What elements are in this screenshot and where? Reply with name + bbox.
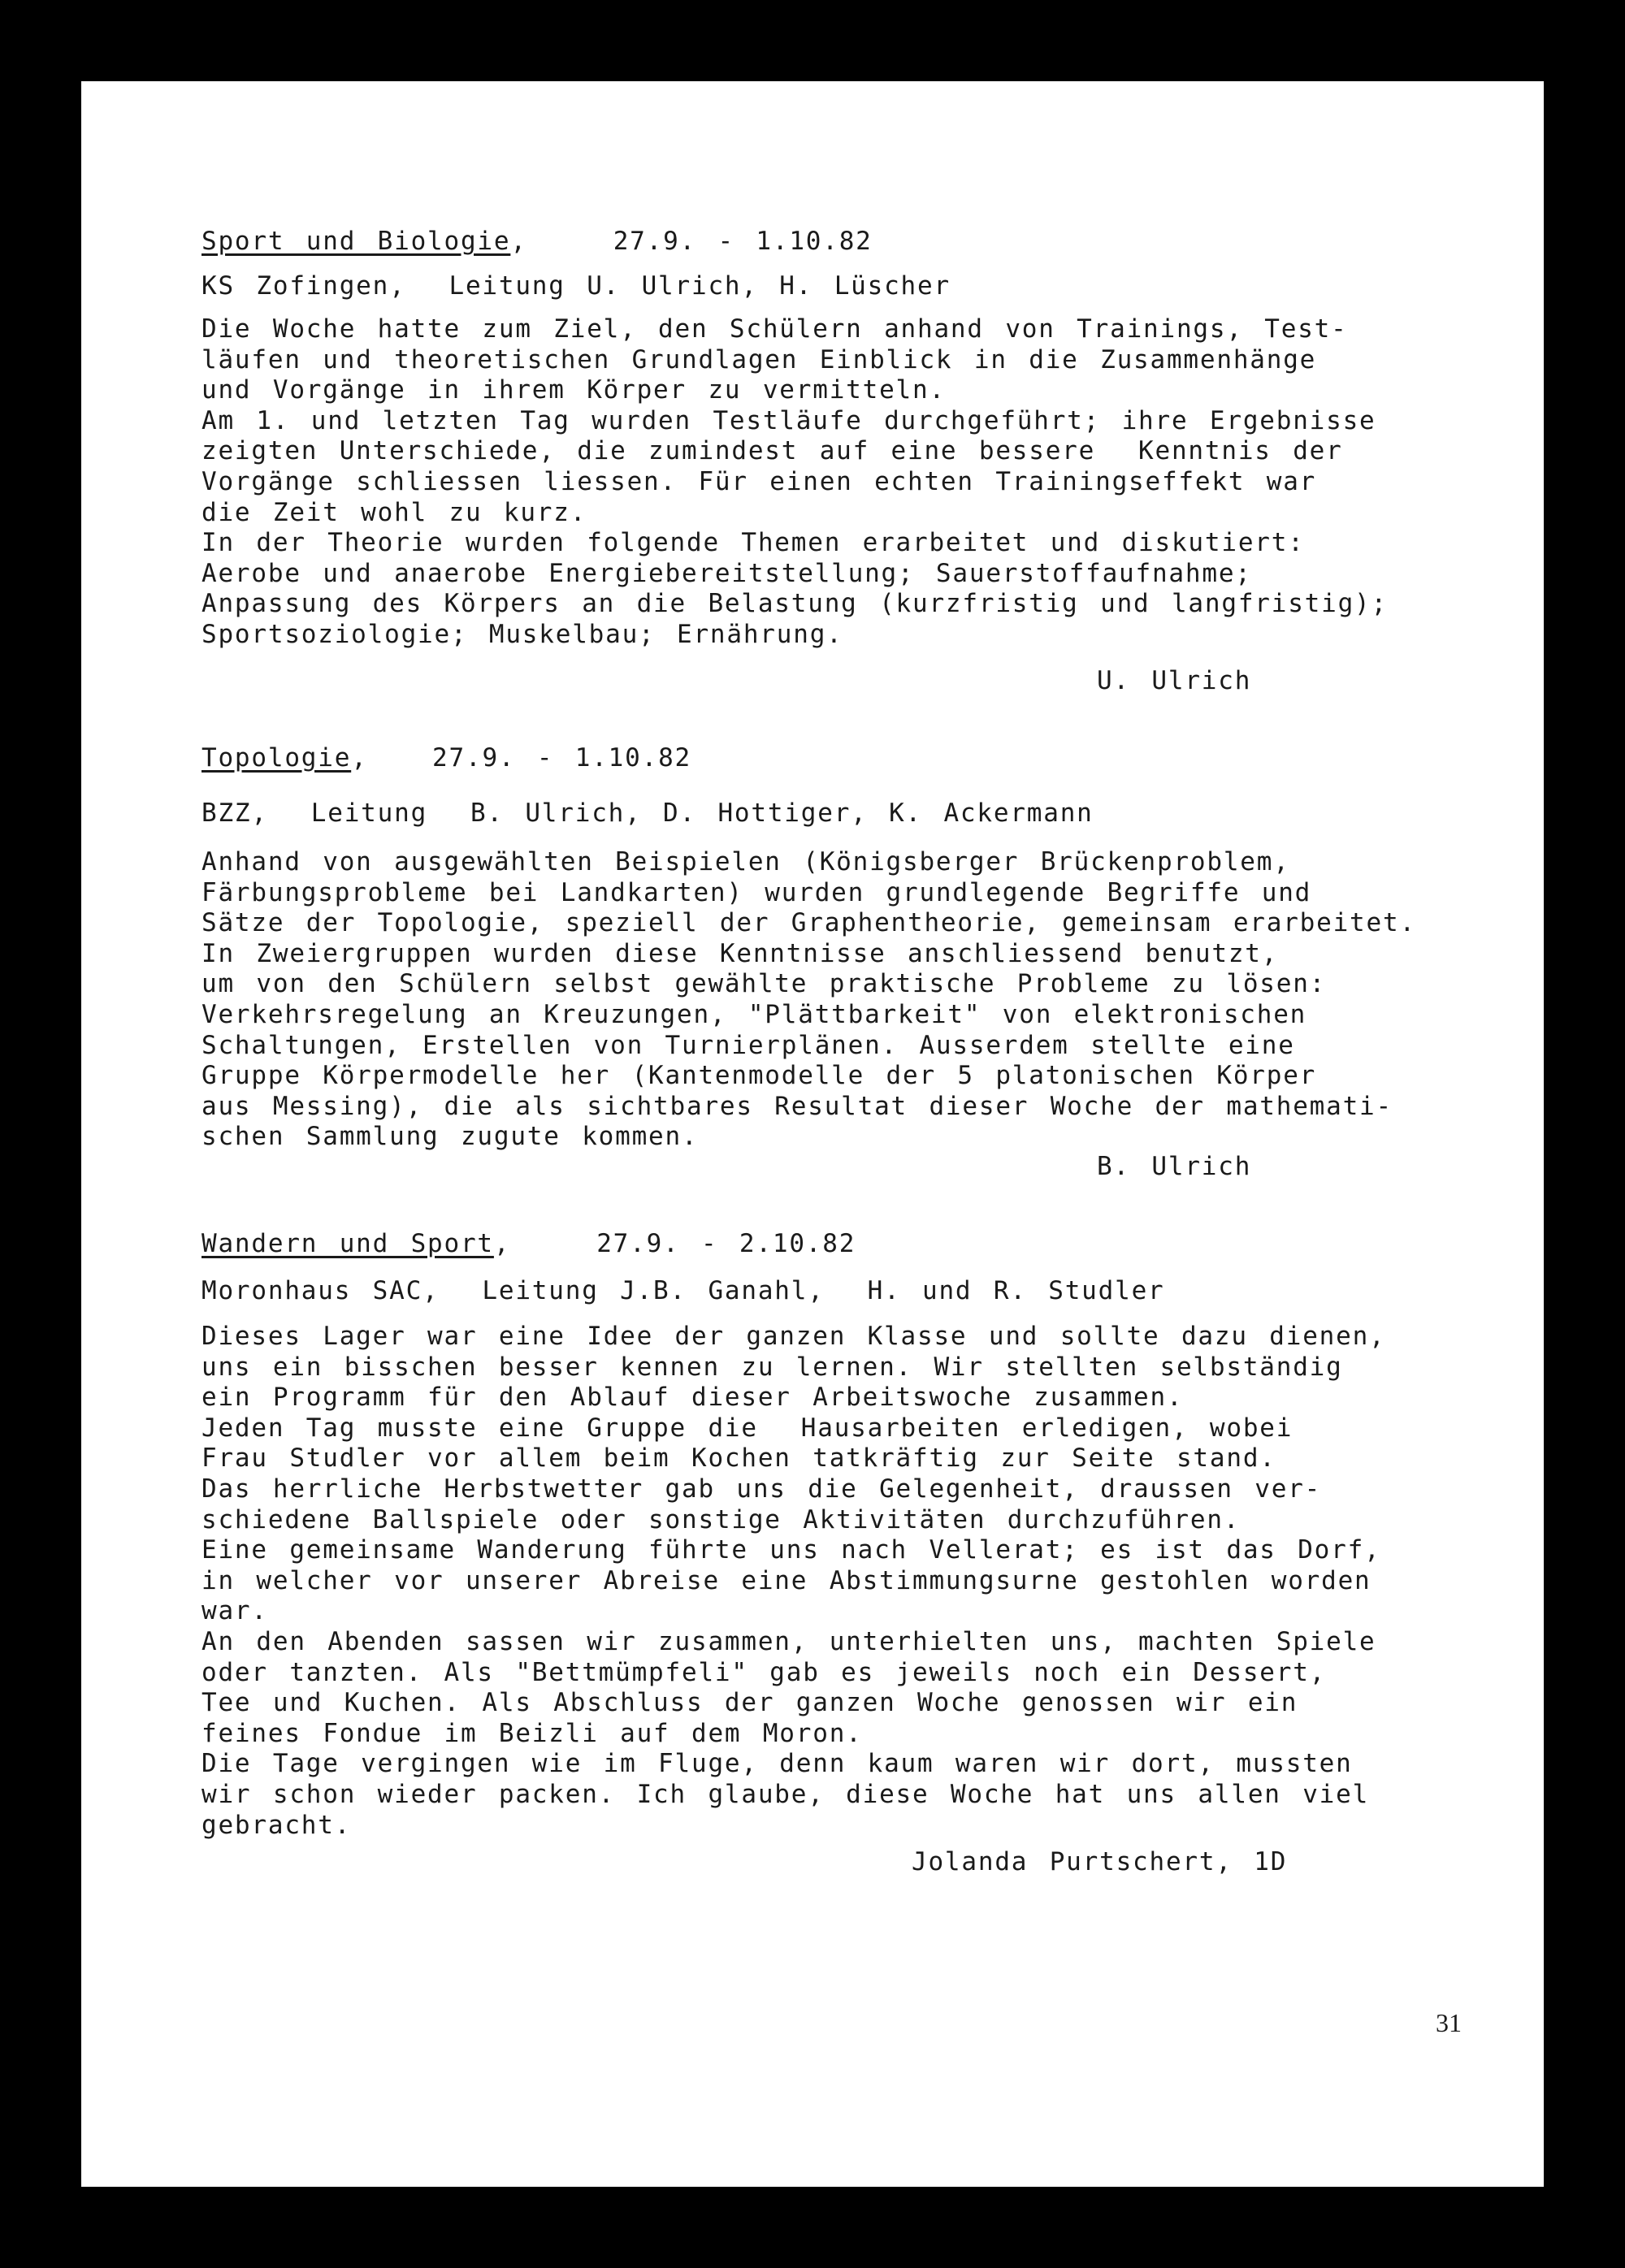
body-line: In Zweiergruppen wurden diese Kenntnisse anschliessend benutzt, xyxy=(202,938,1279,968)
body-line: Tee und Kuchen. Als Abschluss der ganzen Woche genossen wir ein xyxy=(202,1688,1298,1718)
body-line: Vorgänge schliessen liessen. Für einen echten Trainingseffekt war xyxy=(202,466,1317,496)
body-line: Das herrliche Herbstwetter gab uns die Gelegenheit, draussen ver- xyxy=(202,1474,1322,1504)
body-line: Aerobe und anaerobe Energiebereitstellung; Sauerstoffaufnahme; xyxy=(202,558,1252,588)
section-topologie xyxy=(202,742,1534,1153)
body-line: um von den Schülern selbst gewählte praktische Probleme zu lösen: xyxy=(202,969,1327,999)
heading-separator: , xyxy=(351,743,433,773)
body-line: oder tanzten. Als "Bettmümpfeli" gab es jeweils noch ein Dessert, xyxy=(202,1657,1327,1687)
body-line: Sportsoziologie; Muskelbau; Ernährung. xyxy=(202,619,843,649)
body-line: Am 1. und letzten Tag wurden Testläufe durchgeführt; ihre Ergebnisse xyxy=(202,405,1376,435)
body-line: Anpassung des Körpers an die Belastung (kurzfristig und langfristig); xyxy=(202,589,1388,619)
section-title: Sport und Biologie xyxy=(202,227,511,256)
body-line: läufen und theoretischen Grundlagen Einblick in die Zusammenhänge xyxy=(202,344,1317,374)
body-line: schen Sammlung zugute kommen. xyxy=(202,1122,699,1152)
body-line: Die Woche hatte zum Ziel, den Schülern anhand von Trainings, Test- xyxy=(202,314,1348,344)
body-line: In der Theorie wurden folgende Themen erarbeitet und diskutiert: xyxy=(202,528,1305,558)
body-line: war. xyxy=(202,1596,268,1626)
body-line: und Vorgänge in ihrem Körper zu vermitteln. xyxy=(202,375,946,405)
body-line: Dieses Lager war eine Idee der ganzen Klasse und sollte dazu dienen, xyxy=(202,1322,1386,1351)
section-body xyxy=(202,1322,1534,1841)
heading-separator: , xyxy=(493,1229,597,1258)
body-line: aus Messing), die als sichtbares Resultat dieser Woche der mathemati- xyxy=(202,1091,1393,1121)
section-date: 27.9. - 1.10.82 xyxy=(432,743,692,773)
body-line: in welcher vor unserer Abreise eine Abstimmungsurne gestohlen worden xyxy=(202,1565,1372,1595)
body-line: die Zeit wohl zu kurz. xyxy=(202,497,587,527)
section-heading xyxy=(202,225,1534,258)
body-line: Schaltungen, Erstellen von Turnierplänen. Ausserdem stellte eine xyxy=(202,1030,1295,1060)
section-body xyxy=(202,847,1534,1153)
section-author: U. Ulrich xyxy=(1097,666,1252,695)
body-line: Sätze der Topologie, speziell der Graphentheorie, gemeinsam erarbeitet. xyxy=(202,908,1416,938)
page-number: 31 xyxy=(1436,2008,1462,2037)
body-line: Anhand von ausgewählten Beispielen (Königsberger Brückenproblem, xyxy=(202,847,1290,876)
section-author: Jolanda Purtschert, 1D xyxy=(912,1847,1288,1876)
body-line: Jeden Tag musste eine Gruppe die Hausarbeiten erledigen, wobei xyxy=(202,1413,1294,1443)
body-line: wir schon wieder packen. Ich glaube, diese Woche hat uns allen viel xyxy=(202,1779,1370,1809)
body-line: ein Programm für den Ablauf dieser Arbeitswoche zusammen. xyxy=(202,1383,1184,1413)
body-line: uns ein bisschen besser kennen zu lernen. Wir stellten selbständig xyxy=(202,1352,1343,1382)
section-author: B. Ulrich xyxy=(1097,1152,1252,1181)
heading-separator: , xyxy=(510,227,613,256)
section-wandern-und-sport xyxy=(202,1227,1534,1841)
section-location-leaders: KS Zofingen, Leitung U. Ulrich, H. Lüscher xyxy=(202,271,951,301)
body-line: zeigten Unterschiede, die zumindest auf eine bessere Kenntnis der xyxy=(202,436,1343,466)
section-location-leaders: BZZ, Leitung B. Ulrich, D. Hottiger, K. Ackermann xyxy=(202,799,1094,828)
body-line: Färbungsprobleme bei Landkarten) wurden grundlegende Begriffe und xyxy=(202,877,1312,907)
section-sport-und-biologie xyxy=(202,225,1534,651)
section-heading xyxy=(202,742,1534,774)
body-line: An den Abenden sassen wir zusammen, unterhielten uns, machten Spiele xyxy=(202,1626,1376,1656)
section-body xyxy=(202,314,1534,651)
section-title: Topologie xyxy=(202,743,352,773)
body-line: Die Tage vergingen wie im Fluge, denn kaum waren wir dort, mussten xyxy=(202,1749,1353,1779)
document-page xyxy=(81,81,1544,2187)
body-line: feines Fondue im Beizli auf dem Moron. xyxy=(202,1718,863,1748)
section-title: Wandern und Sport xyxy=(202,1229,494,1258)
body-line: gebracht. xyxy=(202,1810,352,1840)
body-line: Gruppe Körpermodelle her (Kantenmodelle der 5 platonischen Körper xyxy=(202,1061,1317,1091)
body-line: schiedene Ballspiele oder sonstige Aktivitäten durchzuführen. xyxy=(202,1504,1241,1534)
body-line: Frau Studler vor allem beim Kochen tatkräftig zur Seite stand. xyxy=(202,1443,1276,1474)
body-line: Verkehrsregelung an Kreuzungen, "Plättbarkeit" von elektronischen xyxy=(202,999,1307,1029)
section-location-leaders: Moronhaus SAC, Leitung J.B. Ganahl, H. und R. Studler xyxy=(202,1276,1165,1305)
section-date: 27.9. - 2.10.82 xyxy=(596,1229,856,1258)
body-line: Eine gemeinsame Wanderung führte uns nach Vellerat; es ist das Dorf, xyxy=(202,1535,1381,1565)
section-heading xyxy=(202,1227,1534,1260)
section-date: 27.9. - 1.10.82 xyxy=(613,227,873,256)
